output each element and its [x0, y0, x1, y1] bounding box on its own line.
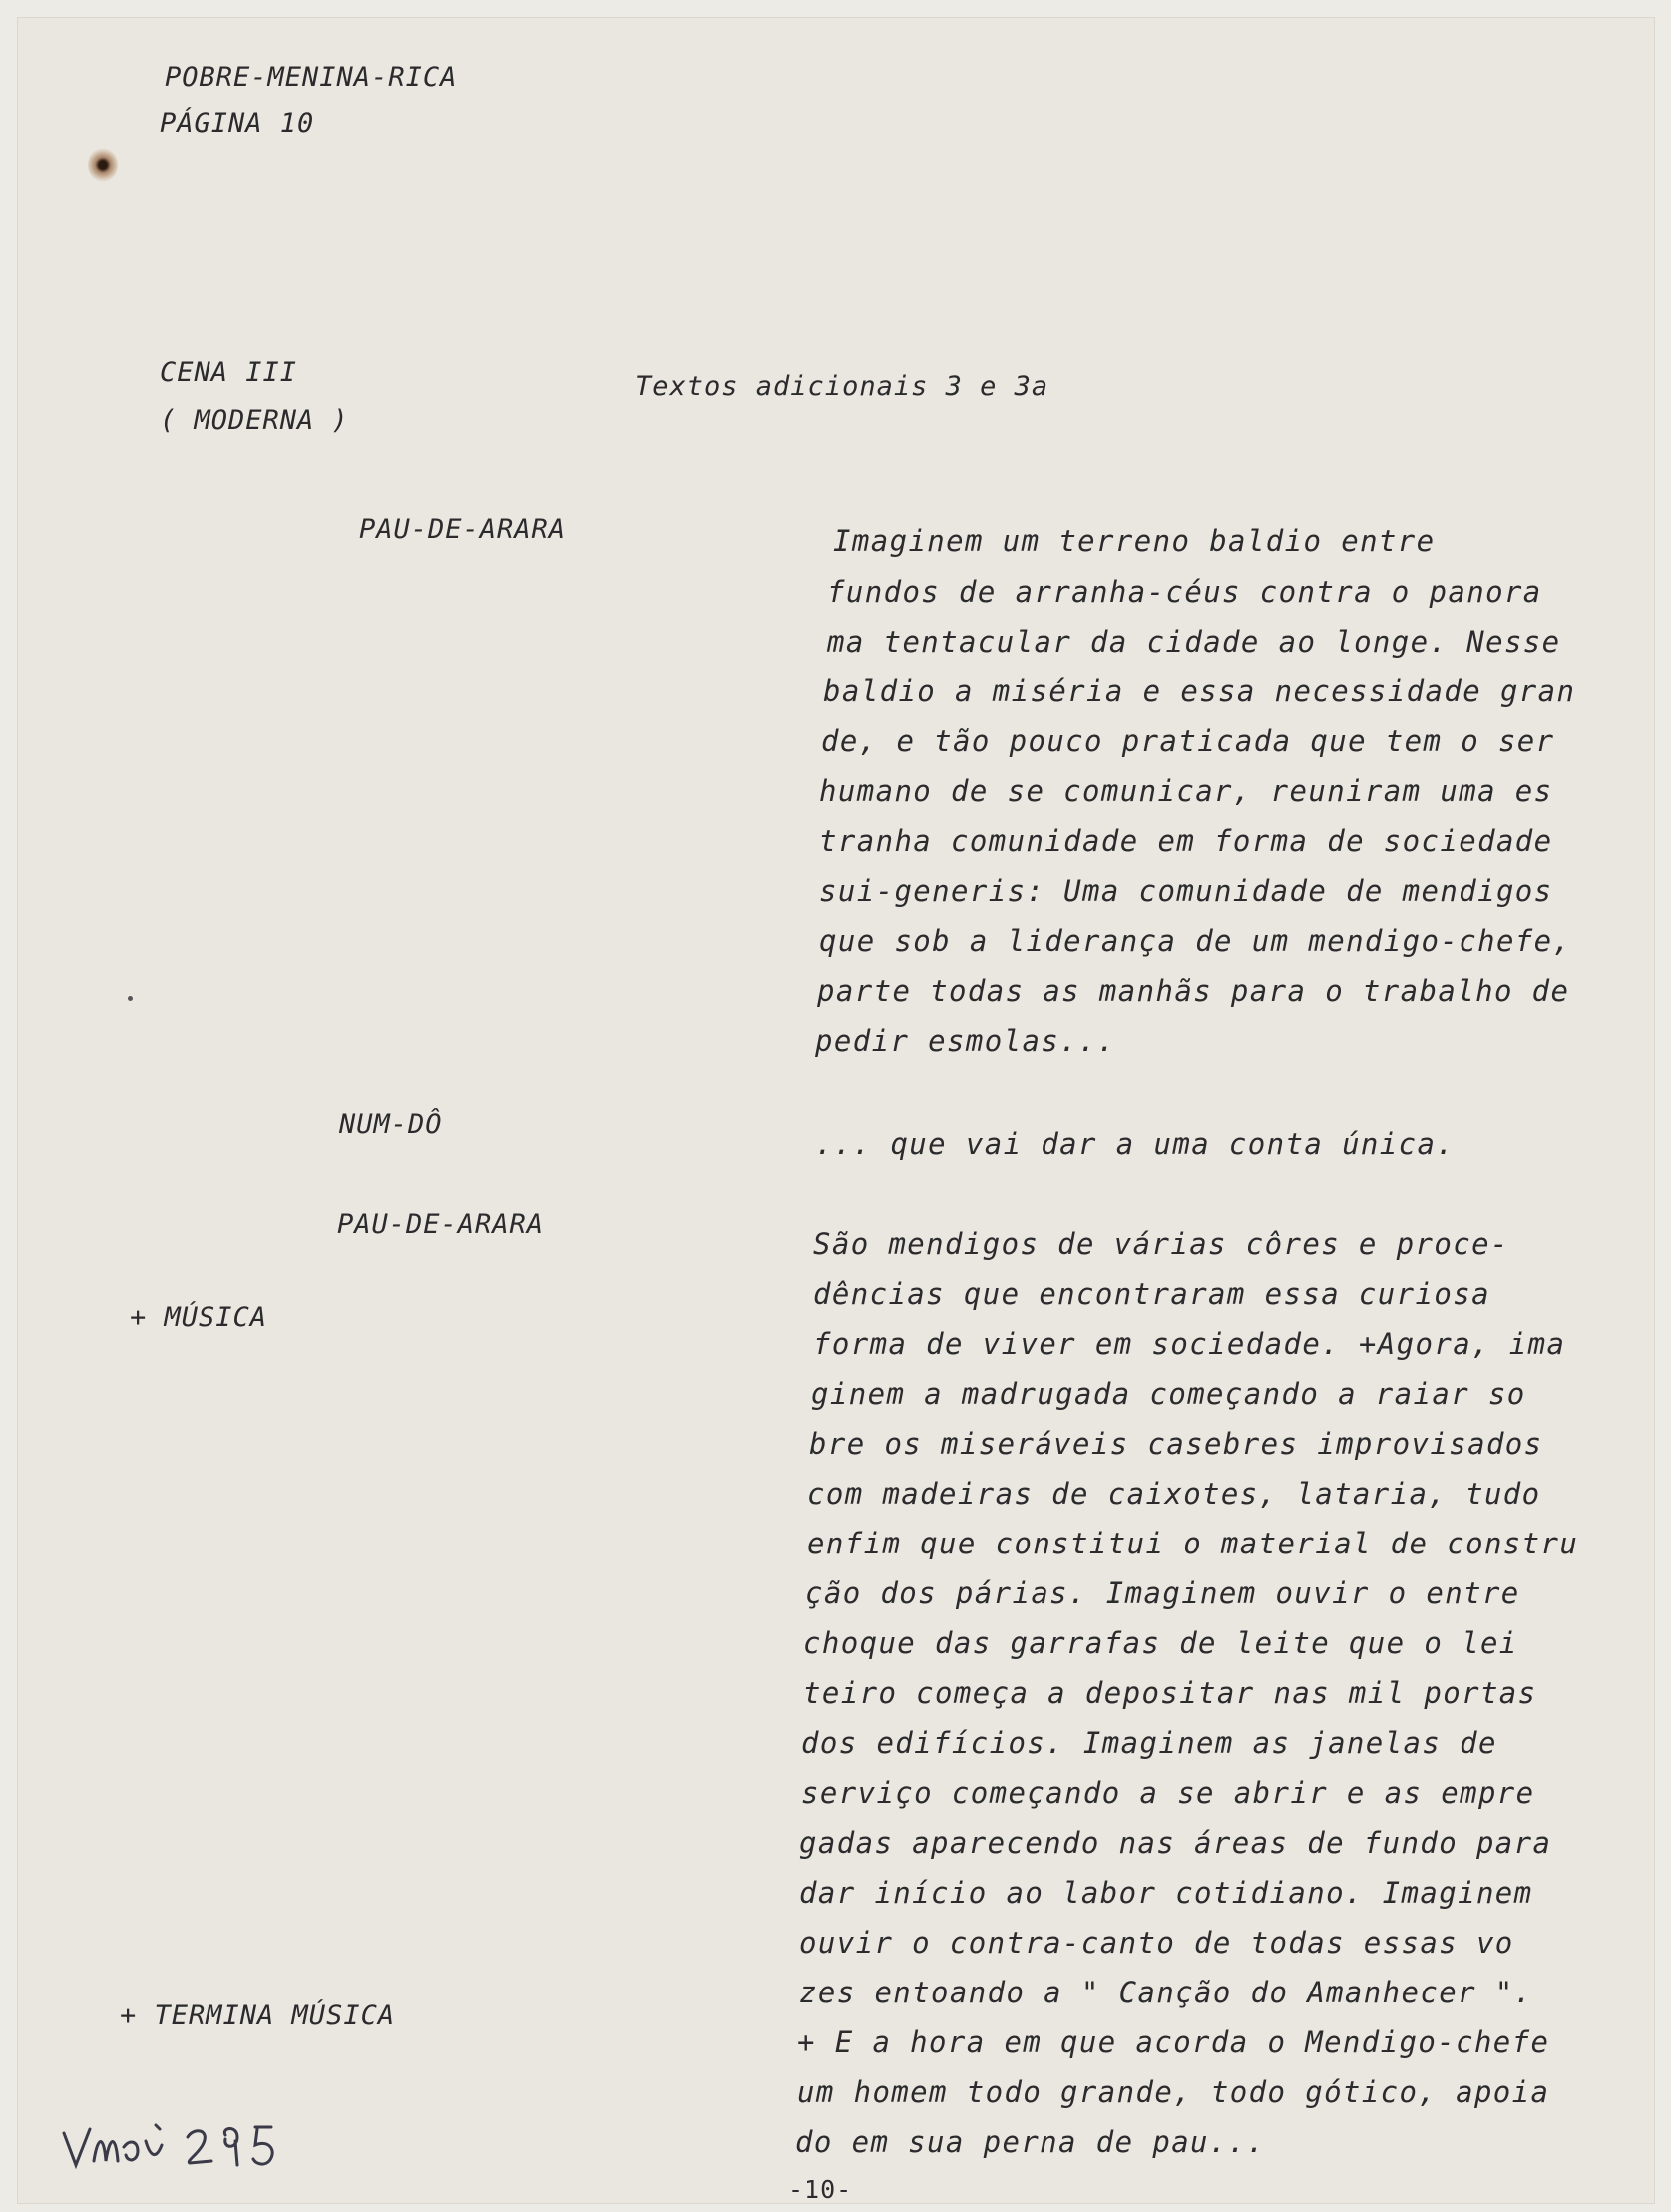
speaker-pau-de-arara-2: PAU-DE-ARARA: [337, 1209, 545, 1240]
text-line: + E a hora em que acorda o Mendigo-chefe: [797, 2025, 1550, 2059]
scene-note: Textos adicionais 3 e 3a: [635, 371, 1049, 402]
text-line: São mendigos de várias côres e proce-: [813, 1227, 1509, 1261]
text-line: enfim que constitui o material de constru: [807, 1527, 1579, 1560]
page-number: -10-: [788, 2175, 853, 2204]
text-line: zes entoando a " Canção do Amanhecer ".: [799, 1976, 1533, 2009]
cue-termina-musica: + TERMINA MÚSICA: [120, 2000, 396, 2031]
text-line: parte todas as manhãs para o trabalho de: [817, 974, 1570, 1008]
text-line: gadas aparecendo nas áreas de fundo para: [799, 1826, 1552, 1860]
text-line: forma de viver em sociedade. +Agora, ima: [813, 1327, 1566, 1361]
scene-name: CENA III: [160, 357, 298, 388]
speaker-pau-de-arara-1: PAU-DE-ARARA: [359, 514, 567, 545]
document-title: POBRE-MENINA-RICA: [165, 62, 458, 93]
speaker-num-do: NUM-DÔ: [339, 1109, 443, 1140]
text-line: um homem todo grande, todo gótico, apoia: [797, 2075, 1550, 2109]
text-line: humano de se comunicar, reuniram uma es: [819, 774, 1553, 808]
speck: [128, 996, 133, 1001]
text-line: sui-generis: Uma comunidade de mendigos: [819, 874, 1553, 908]
text-line: bre os miseráveis casebres improvisados: [809, 1427, 1543, 1461]
text-line: serviço começando a se abrir e as empre: [801, 1776, 1535, 1810]
text-line: que sob a liderança de um mendigo-chefe,: [819, 924, 1572, 958]
text-line: de, e tão pouco praticada que tem o ser: [821, 724, 1555, 758]
stain-mark: [88, 148, 118, 182]
text-line: ção dos párias. Imaginem ouvir o entre: [805, 1576, 1520, 1610]
page-label: PÁGINA 10: [160, 108, 315, 139]
text-line: com madeiras de caixotes, lataria, tudo: [807, 1477, 1541, 1511]
dialogue-block-2: ... que vai dar a uma conta única.: [815, 1127, 1456, 1161]
text-line: dos edifícios. Imaginem as janelas de: [801, 1726, 1497, 1760]
handwritten-signature: [60, 2115, 319, 2175]
text-line: dar início ao labor cotidiano. Imaginem: [799, 1876, 1533, 1910]
text-line: ma tentacular da cidade ao longe. Nesse: [827, 625, 1561, 659]
text-line: teiro começa a depositar nas mil portas: [803, 1676, 1537, 1710]
text-line: Imaginem um terreno baldio entre: [833, 524, 1436, 558]
text-line: choque das garrafas de leite que o lei: [803, 1626, 1518, 1660]
scene-style: ( MODERNA ): [160, 405, 349, 436]
text-line: pedir esmolas...: [815, 1024, 1116, 1058]
text-line: ginem a madrugada começando a raiar so: [811, 1377, 1526, 1411]
cue-musica: + MÚSICA: [130, 1302, 268, 1333]
text-line: ouvir o contra-canto de todas essas vo: [799, 1926, 1514, 1960]
text-line: do em sua perna de pau...: [795, 2125, 1266, 2159]
text-line: tranha comunidade em forma de sociedade: [819, 824, 1553, 858]
text-line: baldio a miséria e essa necessidade gran: [823, 674, 1576, 708]
text-line: dências que encontraram essa curiosa: [813, 1277, 1490, 1311]
text-line: fundos de arranha-céus contra o panora: [827, 575, 1542, 609]
